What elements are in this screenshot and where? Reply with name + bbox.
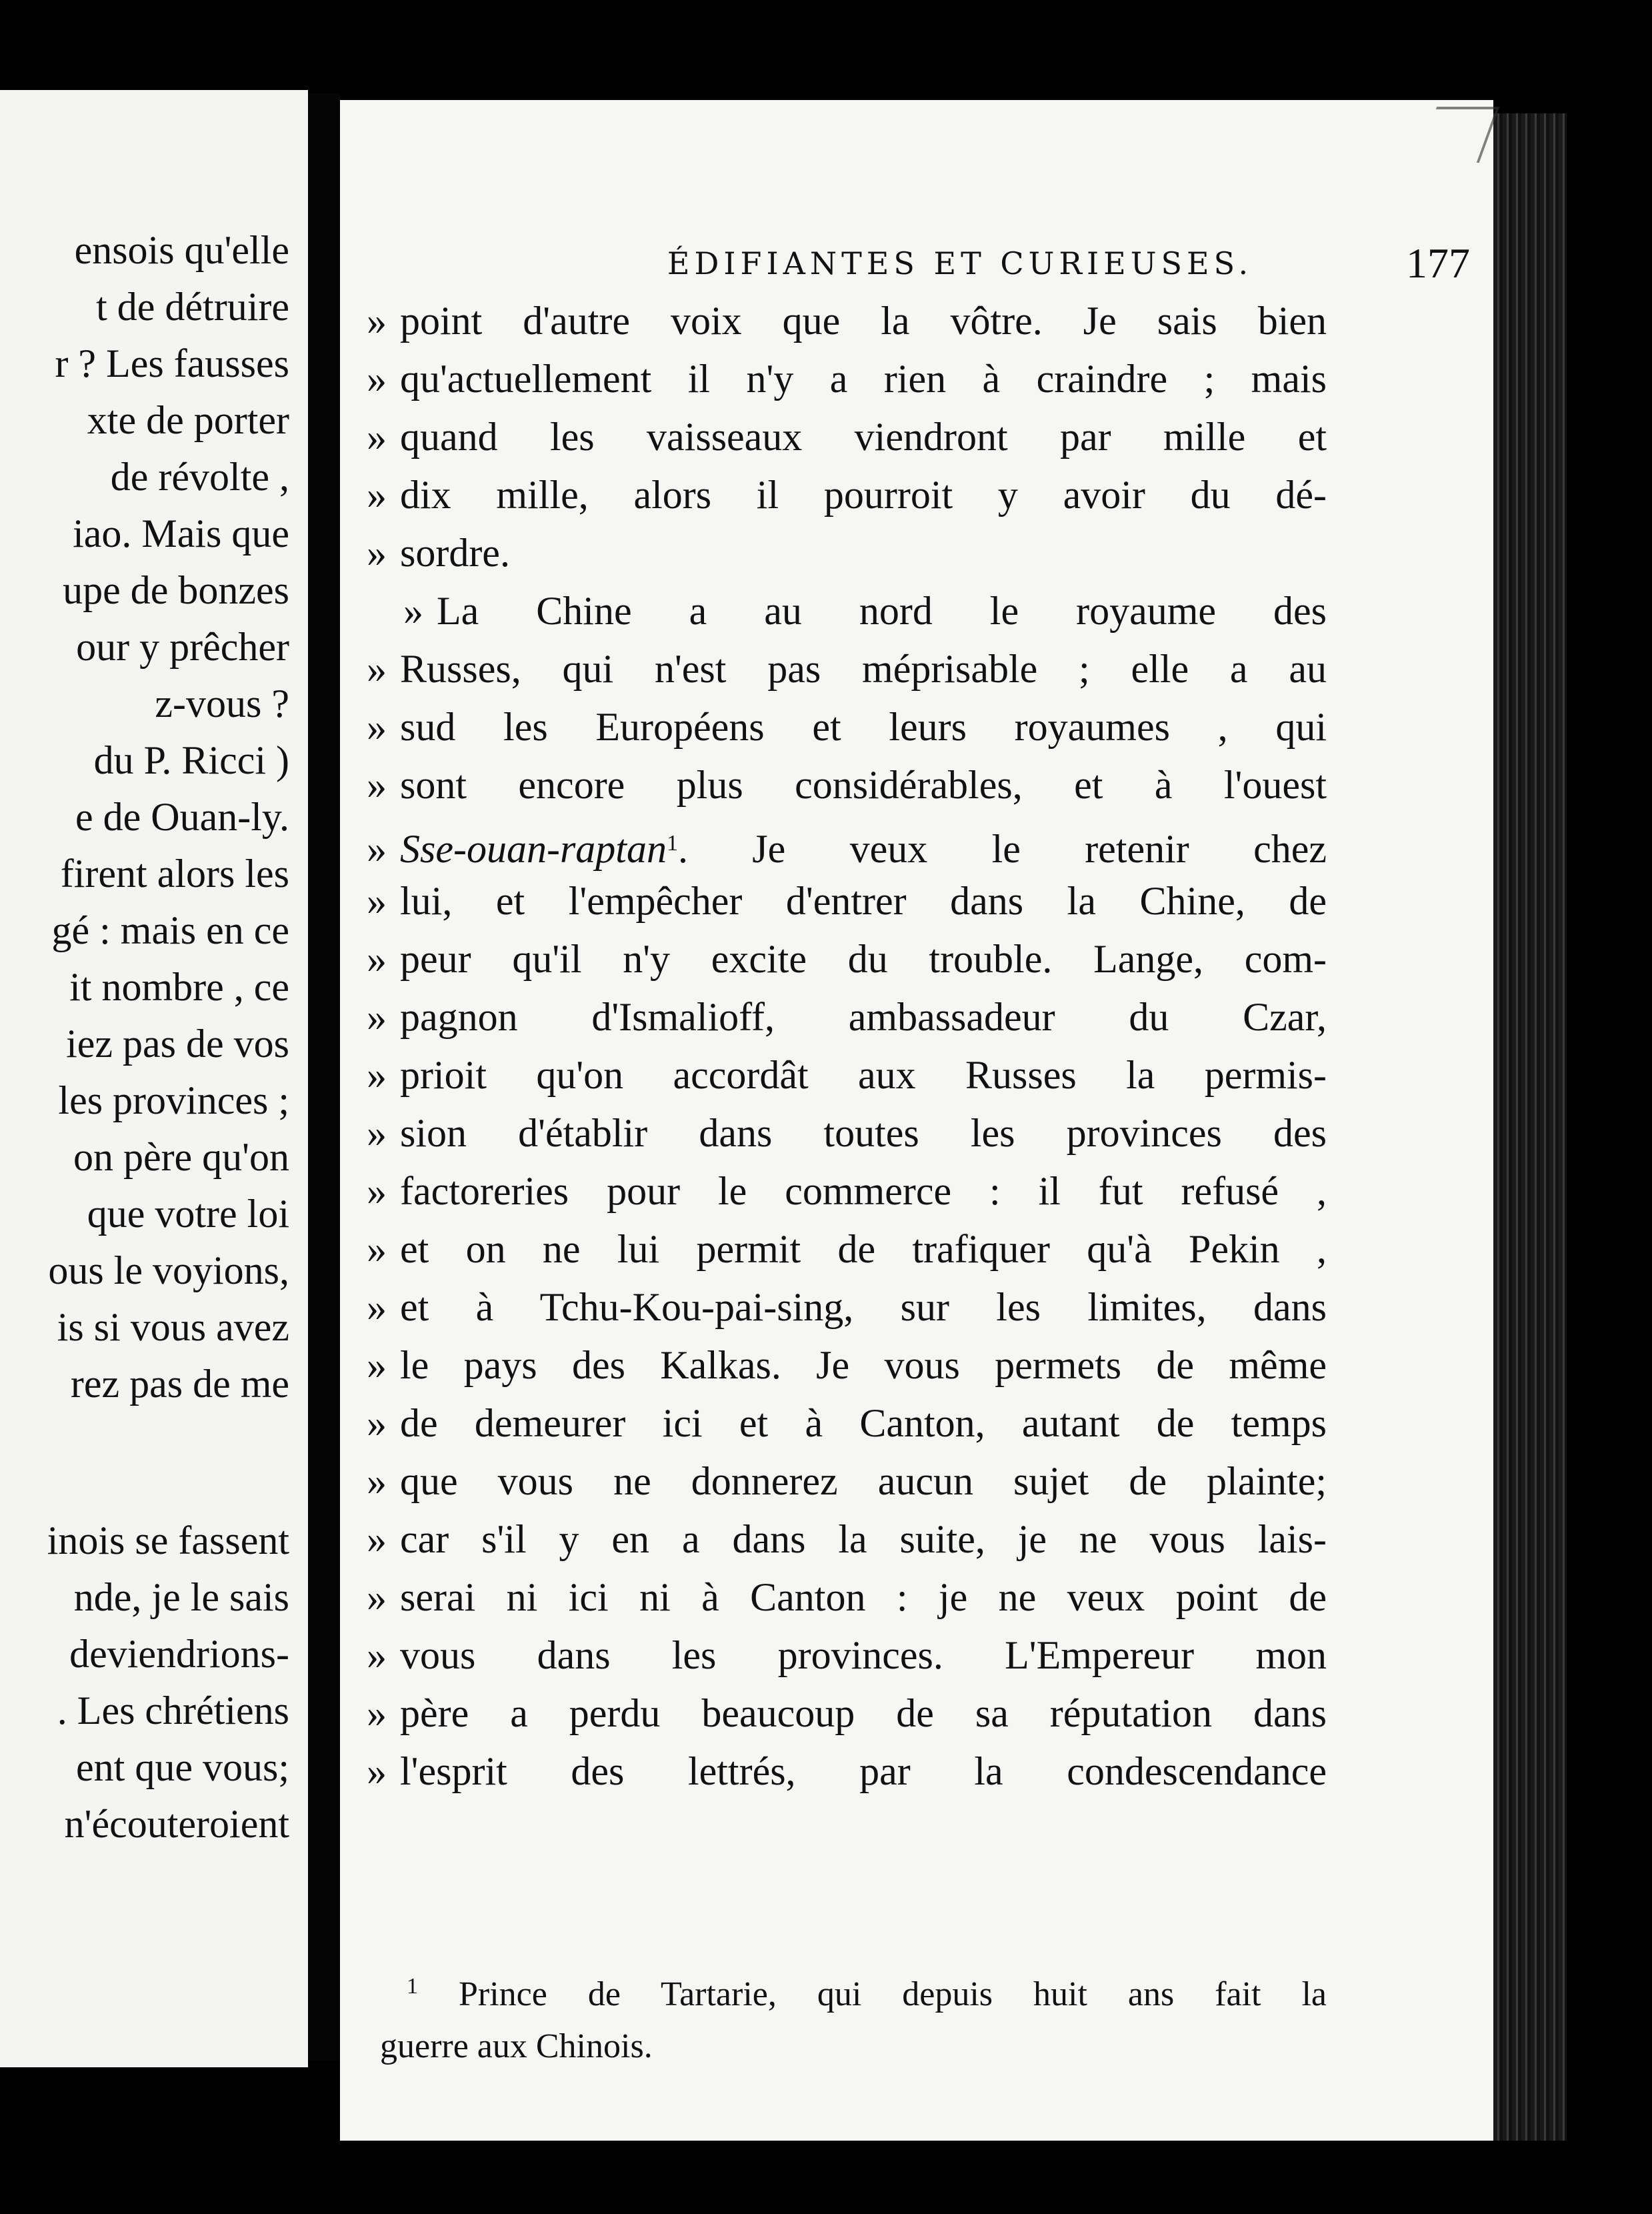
previous-page-line: firent alors les (60, 852, 289, 896)
previous-page-line: gé : mais en ce (51, 908, 289, 952)
line-text: dix mille, alors il pourroit y avoir du dé- (400, 473, 1327, 517)
text-line (367, 930, 1493, 988)
text-line (367, 1220, 1493, 1278)
page-number: 177 (1406, 239, 1470, 287)
text-line (367, 1046, 1493, 1104)
quotation-mark: » (367, 357, 387, 401)
quotation-mark: » (367, 827, 387, 871)
text-line (367, 1685, 1493, 1743)
text-line (367, 814, 1493, 872)
text-line (367, 350, 1493, 408)
previous-page-line: e de Ouan-ly. (75, 795, 289, 839)
line-text: La Chine a au nord le royaume des (437, 589, 1327, 633)
line-text: et à Tchu-Kou-pai-sing, sur les limites, dans (400, 1285, 1327, 1329)
running-head (557, 237, 1470, 290)
text-line (367, 292, 1493, 350)
previous-page-line: nde, je le sais (73, 1575, 289, 1619)
previous-page-line: r ? Les fausses (55, 341, 289, 385)
quotation-mark: » (367, 299, 387, 343)
quotation-mark: » (367, 1053, 387, 1097)
footnote-marker: 1 (407, 1974, 418, 1999)
line-text: pagnon d'Ismalioff, ambassadeur du Czar, (400, 995, 1327, 1039)
previous-page-line: z-vous ? (155, 682, 289, 726)
line-text: qu'actuellement il n'y a rien à craindre ; mais (400, 357, 1327, 401)
quotation-mark: » (367, 1227, 387, 1271)
text-line (367, 1743, 1493, 1801)
line-text: lui, et l'empêcher d'entrer dans la Chine, de (400, 879, 1327, 923)
previous-page-line: inois se fassent (47, 1518, 289, 1562)
line-text: quand les vaisseaux viendront par mille et (400, 415, 1327, 459)
line-text: sont encore plus considérables, et à l'ouest (400, 763, 1327, 807)
line-text (400, 814, 1327, 878)
line-text: serai ni ici ni à Canton : je ne veux point de (400, 1575, 1327, 1619)
footnote-text: Prince de Tartarie, qui depuis huit ans fait la (459, 1975, 1327, 2013)
previous-page-line: our y prêcher (76, 625, 289, 669)
footnote-line: guerre aux Chinois. (380, 2027, 653, 2065)
line-text: car s'il y en a dans la suite, je ne vous lais- (400, 1517, 1327, 1561)
text-line (367, 1452, 1493, 1510)
previous-page-line: iez pas de vos (66, 1022, 289, 1066)
text-line (367, 1104, 1493, 1162)
line-text: sordre. (400, 531, 510, 575)
text-line (367, 524, 1493, 582)
previous-page-line: ent que vous; (76, 1745, 289, 1789)
footnote (380, 1961, 1327, 2073)
previous-page-line: rez pas de me (70, 1362, 289, 1406)
previous-page-line: is si vous avez (57, 1305, 289, 1349)
quotation-mark: » (367, 415, 387, 459)
line-text: point d'autre voix que la vôtre. Je sais bien (400, 299, 1327, 343)
text-line (367, 582, 1493, 640)
quotation-mark: » (367, 1111, 387, 1155)
line-text: sud les Européens et leurs royaumes , qui (400, 705, 1327, 749)
text-line (367, 1394, 1493, 1452)
quotation-mark: » (367, 1575, 387, 1619)
line-text: l'esprit des lettrés, par la condescendance (400, 1749, 1327, 1793)
text-line (367, 1568, 1493, 1626)
quotation-mark: » (367, 1343, 387, 1387)
quotation-mark: » (367, 1633, 387, 1677)
quotation-mark: » (367, 879, 387, 923)
text-line (367, 698, 1493, 756)
previous-page-line: iao. Mais que (73, 511, 289, 556)
text-line (367, 1626, 1493, 1685)
quotation-mark: » (367, 763, 387, 807)
quotation-mark: » (367, 1749, 387, 1793)
previous-page-line: upe de bonzes (63, 568, 289, 612)
line-text: factoreries pour le commerce : il fut refusé , (400, 1169, 1327, 1213)
footnote-reference: 1 (666, 831, 678, 856)
previous-page-line: deviendrions- (69, 1632, 289, 1676)
book-gutter (308, 93, 340, 2061)
text-line (367, 1278, 1493, 1336)
text-line (367, 1162, 1493, 1220)
quotation-mark: » (367, 473, 387, 517)
previous-page-line: du P. Ricci ) (93, 738, 289, 782)
previous-page-line: xte de porter (87, 398, 289, 442)
line-text: sion d'établir dans toutes les provinces des (400, 1111, 1327, 1155)
previous-page-line: on père qu'on (73, 1135, 289, 1179)
previous-page-fragment (0, 90, 308, 2067)
text-line (367, 988, 1493, 1046)
text-line (367, 1510, 1493, 1568)
current-page (340, 100, 1493, 2141)
page-edge-stack (1493, 113, 1567, 2141)
previous-page-line: que votre loi (87, 1192, 289, 1236)
quotation-mark: » (367, 937, 387, 981)
quotation-mark: » (367, 1517, 387, 1561)
previous-page-line: it nombre , ce (69, 965, 289, 1009)
quotation-mark: » (367, 531, 387, 575)
line-text: Russes, qui n'est pas méprisable ; elle a au (400, 647, 1327, 691)
line-text: de demeurer ici et à Canton, autant de temps (400, 1401, 1327, 1445)
line-text: prioit qu'on accordât aux Russes la permis- (400, 1053, 1327, 1097)
line-text: vous dans les provinces. L'Empereur mon (400, 1633, 1327, 1677)
previous-page-line: ensois qu'elle (74, 228, 289, 272)
previous-page-line: n'écouteroient (64, 1802, 289, 1846)
quotation-mark: » (403, 589, 423, 633)
quotation-mark: » (367, 1459, 387, 1503)
line-text: que vous ne donnerez aucun sujet de plainte; (400, 1459, 1327, 1503)
footnote-line (380, 1961, 1327, 2021)
quotation-mark: » (367, 647, 387, 691)
quotation-mark: » (367, 1169, 387, 1213)
line-text: et on ne lui permit de trafiquer qu'à Pekin , (400, 1227, 1327, 1271)
previous-page-line: ous le voyions, (48, 1248, 289, 1292)
text-line (367, 640, 1493, 698)
previous-page-line: t de détruire (96, 285, 289, 329)
text-line (367, 408, 1493, 466)
text-line (367, 466, 1493, 524)
line-text: le pays des Kalkas. Je vous permets de même (400, 1343, 1327, 1387)
italic-place-name: Sse-ouan-raptan (400, 827, 667, 871)
quotation-mark: » (367, 1691, 387, 1735)
previous-page-line: de révolte , (110, 455, 289, 499)
previous-page-line: . Les chrétiens (57, 1689, 289, 1733)
text-line (367, 1336, 1493, 1394)
running-head-title: ÉDIFIANTES ET CURIEUSES. (667, 245, 1253, 281)
text-line (367, 872, 1493, 930)
quotation-mark: » (367, 995, 387, 1039)
quotation-mark: » (367, 1401, 387, 1445)
line-text-rest: . Je veux le retenir chez (677, 827, 1327, 871)
line-text: père a perdu beaucoup de sa réputation dans (400, 1691, 1327, 1735)
previous-page-line: les provinces ; (58, 1078, 289, 1122)
line-text: peur qu'il n'y excite du trouble. Lange, com- (400, 937, 1327, 981)
text-line (367, 756, 1493, 814)
quotation-mark: » (367, 1285, 387, 1329)
quotation-mark: » (367, 705, 387, 749)
